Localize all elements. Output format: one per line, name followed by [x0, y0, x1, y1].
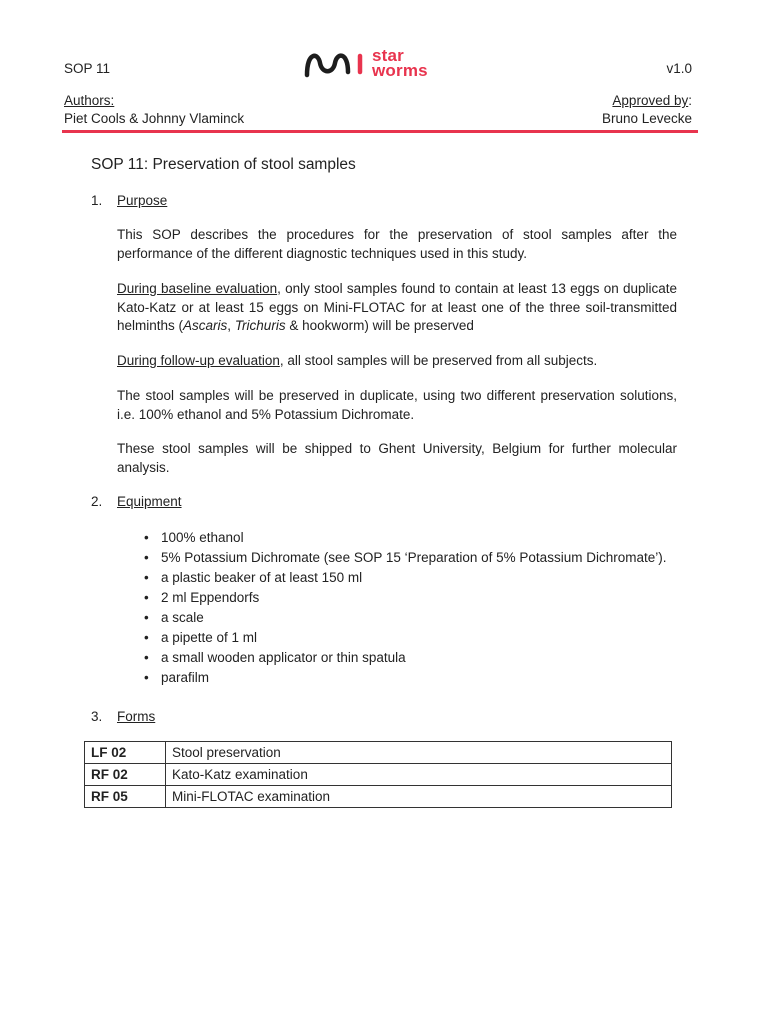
approver-name: Bruno Levecke	[601, 111, 692, 126]
form-code: LF 02	[85, 742, 166, 764]
section-title: Purpose	[117, 193, 168, 208]
list-item: • 2 ml Eppendorfs	[140, 588, 666, 608]
list-item: • a plastic beaker of at least 150 ml	[140, 568, 666, 588]
section-number: 2.	[91, 494, 103, 509]
approved-by-colon: :	[688, 93, 692, 108]
sop-code: SOP 11	[64, 61, 111, 76]
section-equipment-heading	[91, 494, 182, 509]
text-run: , all stool samples will be preserved from all subjects.	[279, 353, 598, 368]
worm-logo-icon	[304, 46, 366, 80]
baseline-lead: During baseline evaluation	[117, 281, 278, 296]
version-label: v1.0	[666, 61, 692, 76]
list-item: • parafilm	[140, 668, 666, 688]
purpose-paragraph-5: These stool samples will be shipped to Ghent University, Belgium for further molecular analysis.	[117, 441, 677, 475]
forms-table	[84, 741, 672, 808]
table-row	[85, 786, 672, 808]
header-divider	[62, 130, 698, 133]
followup-lead: During follow-up evaluation	[117, 353, 280, 368]
section-number: 1.	[91, 193, 103, 208]
genus-trichuris: Trichuris	[234, 318, 286, 333]
starworms-logo	[304, 46, 428, 80]
form-name: Stool preservation	[166, 742, 672, 764]
form-name: Mini-FLOTAC examination	[166, 786, 672, 808]
form-code: RF 02	[85, 764, 166, 786]
text-run: & hookworm) will be preserved	[285, 318, 474, 333]
approved-by-text: Approved by	[612, 93, 689, 108]
list-item: • 5% Potassium Dichromate (see SOP 15 ‘Preparation of 5% Potassium Dichromate’).	[140, 548, 666, 568]
purpose-paragraph-2	[117, 280, 677, 336]
document-title: SOP 11: Preservation of stool samples	[91, 156, 356, 173]
text-run: , only stool samples found to contain at least 13 eggs on duplicate Kato-Katz or at least 15 eggs on Mini-FLOTAC for at least one of the three soil-transmitted helminths (	[117, 281, 677, 333]
list-item: • a small wooden applicator or thin spatula	[140, 648, 666, 668]
form-name: Kato-Katz examination	[166, 764, 672, 786]
purpose-paragraph-3	[117, 352, 677, 371]
logo-line-star: star	[372, 46, 404, 65]
list-item: • a pipette of 1 ml	[140, 628, 666, 648]
purpose-paragraph-4: The stool samples will be preserved in duplicate, using two different preservation solutions, i.e. 100% ethanol and 5% Potassium Dichromate.	[117, 388, 677, 422]
table-row	[85, 742, 672, 764]
equipment-list	[140, 528, 666, 688]
list-item: • a scale	[140, 608, 666, 628]
section-forms-heading	[91, 709, 155, 724]
text-run: ,	[227, 318, 235, 333]
logo-line-worms: worms	[372, 61, 428, 80]
purpose-paragraph-1: This SOP describes the procedures for the preservation of stool samples after the performance of the different diagnostic techniques used in this study.	[117, 227, 677, 261]
authors-label: Authors:	[64, 93, 115, 108]
authors-names: Piet Cools & Johnny Vlaminck	[64, 111, 245, 126]
genus-ascaris: Ascaris	[183, 318, 228, 333]
logo-wordmark	[372, 48, 428, 78]
section-purpose-heading	[91, 193, 167, 208]
section-title: Forms	[117, 709, 156, 724]
form-code: RF 05	[85, 786, 166, 808]
section-number: 3.	[91, 709, 103, 724]
section-title: Equipment	[117, 494, 182, 509]
approved-by-label	[612, 93, 692, 108]
list-item: • 100% ethanol	[140, 528, 666, 548]
table-row	[85, 764, 672, 786]
